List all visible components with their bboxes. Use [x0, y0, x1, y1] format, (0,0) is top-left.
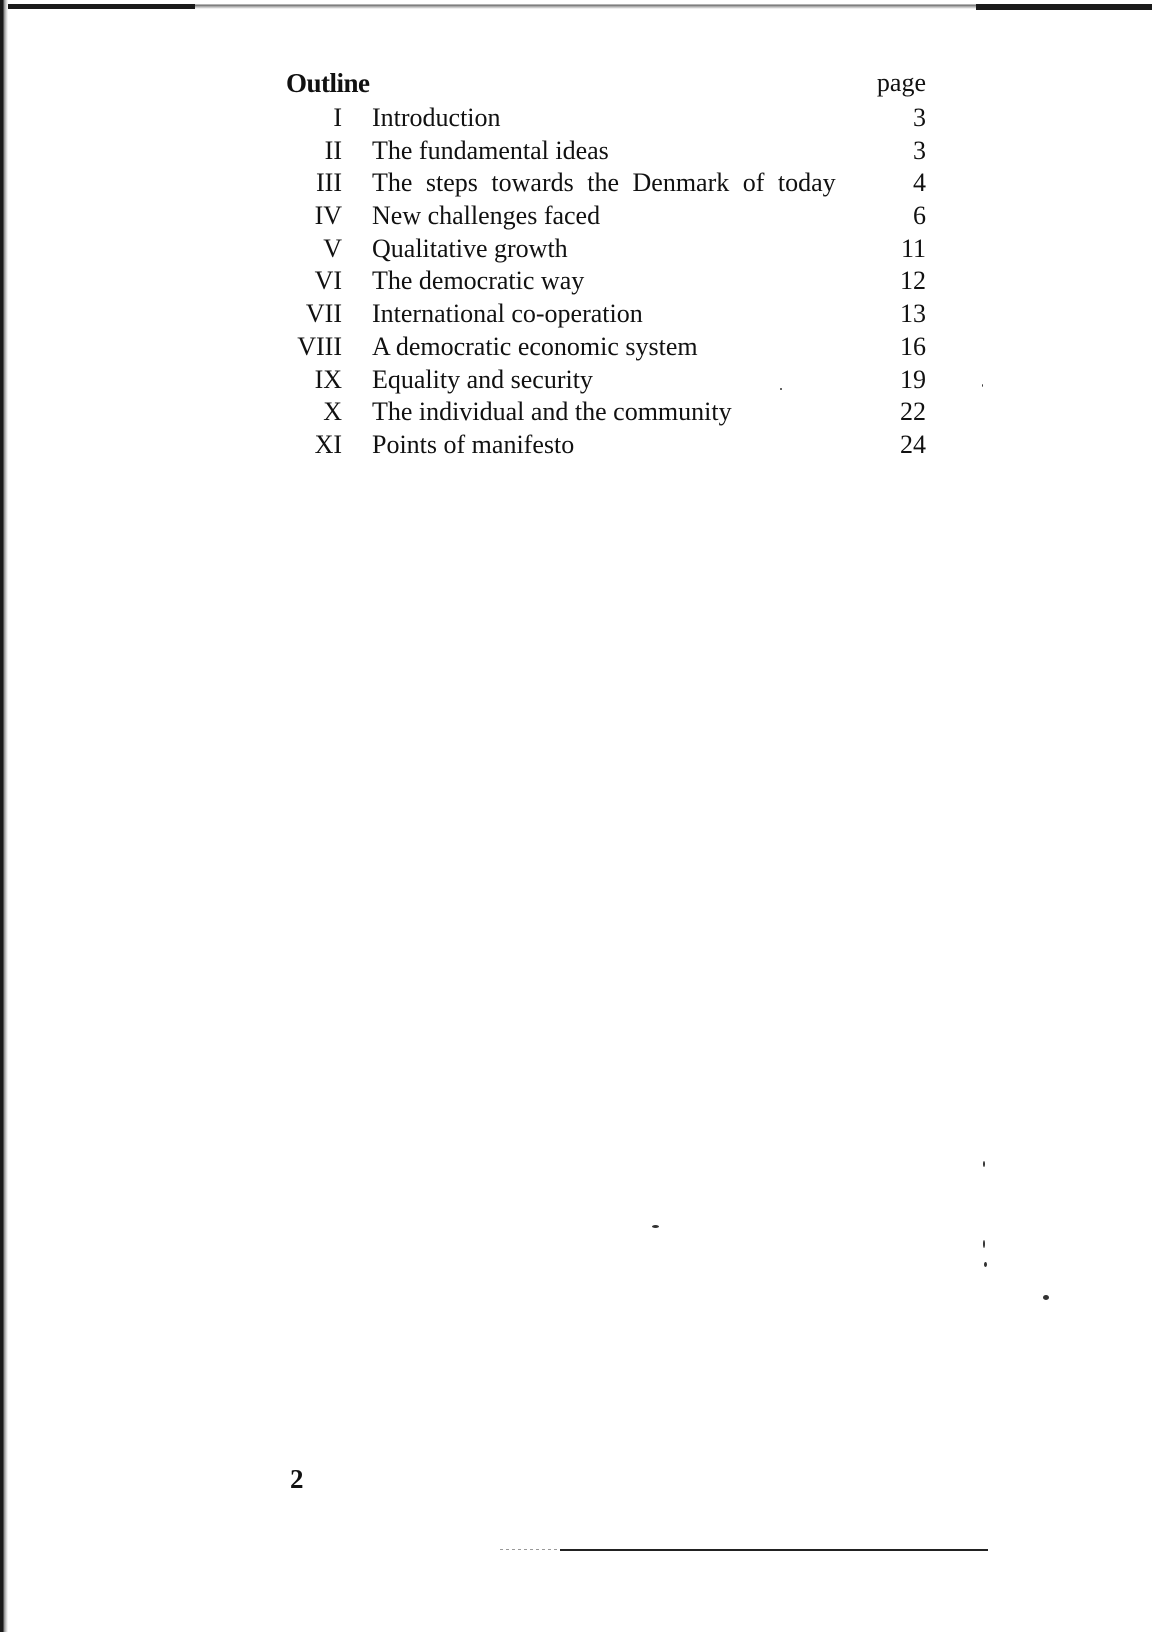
- toc-entry-page: 6: [913, 201, 926, 231]
- toc-entry-numeral: II: [324, 135, 342, 165]
- toc-entry-label: New challenges faced: [372, 201, 601, 231]
- page-number: 2: [290, 1464, 304, 1494]
- scan-left-edge: [0, 0, 8, 1632]
- scan-speck: [982, 384, 983, 387]
- toc-header: [286, 68, 926, 102]
- toc-entry-label: Equality and security: [372, 364, 593, 394]
- toc-entry-numeral: III: [316, 168, 342, 198]
- scan-top-right-mark: [976, 4, 1152, 10]
- toc-entry-numeral: I: [333, 103, 342, 132]
- toc-entry-numeral: X: [323, 397, 342, 427]
- scan-speck: [983, 1240, 985, 1248]
- toc-entry-page: 11: [900, 233, 926, 263]
- toc-entry: [286, 429, 926, 462]
- toc-entry: [286, 331, 926, 364]
- toc-entry-page: 13: [900, 299, 926, 329]
- toc-entry: [286, 200, 926, 233]
- toc-page-column-label: page: [876, 68, 926, 97]
- toc-entry-page: 19: [900, 364, 926, 394]
- toc-entry-numeral: IX: [314, 364, 342, 394]
- scan-speck: [1043, 1295, 1049, 1300]
- toc-title: Outline: [286, 68, 370, 98]
- toc-entry-page: 24: [900, 429, 926, 459]
- toc-entry-numeral: VI: [314, 266, 342, 296]
- scan-bottom-line: [560, 1549, 988, 1551]
- scan-speck: [652, 1225, 659, 1228]
- toc-entry-label: The fundamental ideas: [372, 135, 609, 165]
- toc-entry: [286, 265, 926, 298]
- scan-bottom-faint-line: [500, 1549, 560, 1550]
- toc-entry-label: International co-operation: [372, 299, 643, 329]
- toc-entry-label: Points of manifesto: [372, 429, 575, 459]
- toc-entry: [286, 167, 926, 200]
- scan-top-left-mark: [0, 4, 195, 9]
- toc-entry-numeral: VIII: [297, 331, 342, 361]
- toc-entry-label: The democratic way: [372, 266, 585, 296]
- toc-entry-page: 4: [913, 168, 926, 198]
- toc-entry-label: Introduction: [372, 103, 501, 132]
- toc-entry-numeral: XI: [314, 429, 342, 459]
- toc-entry: [286, 396, 926, 429]
- toc-entry-numeral: IV: [314, 201, 342, 231]
- scan-speck: [983, 1161, 985, 1167]
- toc-entry-label: The steps towards the Denmark of today: [372, 168, 836, 198]
- table-of-contents: [286, 68, 926, 462]
- toc-entry-label: The individual and the community: [372, 397, 732, 427]
- toc-entry: [286, 364, 926, 397]
- toc-entry: [286, 298, 926, 331]
- toc-entry: [286, 102, 926, 135]
- toc-entry-numeral: VII: [305, 299, 342, 329]
- toc-entry-numeral: V: [323, 233, 342, 263]
- toc-entry-label: Qualitative growth: [372, 233, 568, 263]
- scan-speck: [984, 1262, 987, 1267]
- toc-entry-page: 16: [900, 331, 926, 361]
- toc-entry-page: 3: [913, 135, 926, 165]
- toc-entry: [286, 135, 926, 168]
- toc-entry-page: 22: [900, 397, 926, 427]
- toc-entry-label: A democratic economic system: [372, 331, 698, 361]
- toc-entry-page: 12: [900, 266, 926, 296]
- toc-entry: [286, 233, 926, 266]
- toc-entry-page: 3: [913, 103, 926, 132]
